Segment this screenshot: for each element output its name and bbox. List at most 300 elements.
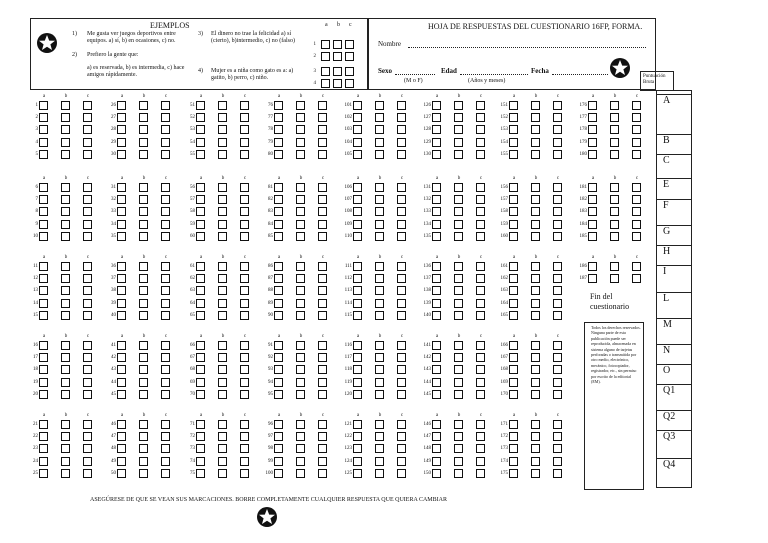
answer-checkbox[interactable] (274, 286, 283, 295)
answer-checkbox[interactable] (117, 378, 126, 387)
answer-checkbox[interactable] (454, 274, 463, 283)
answer-checkbox[interactable] (274, 469, 283, 478)
answer-checkbox[interactable] (161, 299, 170, 308)
answer-checkbox[interactable] (196, 469, 205, 478)
answer-checkbox[interactable] (632, 195, 641, 204)
answer-checkbox[interactable] (196, 113, 205, 122)
answer-checkbox[interactable] (240, 138, 249, 147)
answer-checkbox[interactable] (553, 101, 562, 110)
answer-checkbox[interactable] (553, 207, 562, 216)
answer-checkbox[interactable] (39, 353, 48, 362)
answer-checkbox[interactable] (588, 262, 597, 271)
answer-checkbox[interactable] (509, 286, 518, 295)
answer-checkbox[interactable] (397, 138, 406, 147)
answer-checkbox[interactable] (218, 390, 227, 399)
answer-checkbox[interactable] (375, 378, 384, 387)
answer-checkbox[interactable] (39, 274, 48, 283)
answer-checkbox[interactable] (139, 274, 148, 283)
answer-checkbox[interactable] (61, 469, 70, 478)
answer-checkbox[interactable] (432, 365, 441, 374)
answer-checkbox[interactable] (353, 353, 362, 362)
answer-checkbox[interactable] (161, 378, 170, 387)
answer-checkbox[interactable] (196, 232, 205, 241)
answer-checkbox[interactable] (296, 390, 305, 399)
answer-checkbox[interactable] (196, 138, 205, 147)
answer-checkbox[interactable] (240, 341, 249, 350)
answer-checkbox[interactable] (353, 138, 362, 147)
answer-checkbox[interactable] (218, 262, 227, 271)
answer-checkbox[interactable] (296, 378, 305, 387)
answer-checkbox[interactable] (83, 274, 92, 283)
answer-checkbox[interactable] (454, 390, 463, 399)
answer-checkbox[interactable] (240, 195, 249, 204)
answer-checkbox[interactable] (432, 341, 441, 350)
answer-checkbox[interactable] (39, 183, 48, 192)
answer-checkbox[interactable] (139, 365, 148, 374)
answer-checkbox[interactable] (531, 183, 540, 192)
answer-checkbox[interactable] (274, 420, 283, 429)
answer-checkbox[interactable] (588, 274, 597, 283)
answer-checkbox[interactable] (61, 195, 70, 204)
answer-checkbox[interactable] (397, 420, 406, 429)
answer-checkbox[interactable] (509, 195, 518, 204)
answer-checkbox[interactable] (274, 113, 283, 122)
answer-checkbox[interactable] (240, 125, 249, 134)
answer-checkbox[interactable] (318, 341, 327, 350)
answer-checkbox[interactable] (318, 150, 327, 159)
answer-checkbox[interactable] (139, 299, 148, 308)
answer-checkbox[interactable] (196, 299, 205, 308)
answer-checkbox[interactable] (274, 365, 283, 374)
answer-checkbox[interactable] (432, 262, 441, 271)
answer-checkbox[interactable] (318, 353, 327, 362)
answer-checkbox[interactable] (353, 432, 362, 441)
answer-checkbox[interactable] (161, 286, 170, 295)
answer-checkbox[interactable] (196, 311, 205, 320)
answer-checkbox[interactable] (476, 365, 485, 374)
answer-checkbox[interactable] (588, 220, 597, 229)
answer-checkbox[interactable] (454, 341, 463, 350)
answer-checkbox[interactable] (39, 341, 48, 350)
answer-checkbox[interactable] (117, 113, 126, 122)
answer-checkbox[interactable] (240, 390, 249, 399)
answer-checkbox[interactable] (454, 232, 463, 241)
example-checkbox[interactable] (345, 67, 354, 76)
answer-checkbox[interactable] (117, 232, 126, 241)
answer-checkbox[interactable] (397, 457, 406, 466)
answer-checkbox[interactable] (218, 138, 227, 147)
answer-checkbox[interactable] (161, 420, 170, 429)
answer-checkbox[interactable] (139, 469, 148, 478)
answer-checkbox[interactable] (454, 125, 463, 134)
answer-checkbox[interactable] (375, 365, 384, 374)
answer-checkbox[interactable] (39, 432, 48, 441)
answer-checkbox[interactable] (509, 150, 518, 159)
answer-checkbox[interactable] (240, 469, 249, 478)
answer-checkbox[interactable] (318, 444, 327, 453)
answer-checkbox[interactable] (218, 113, 227, 122)
answer-checkbox[interactable] (375, 150, 384, 159)
answer-checkbox[interactable] (83, 390, 92, 399)
answer-checkbox[interactable] (531, 138, 540, 147)
answer-checkbox[interactable] (39, 444, 48, 453)
answer-checkbox[interactable] (61, 274, 70, 283)
answer-checkbox[interactable] (161, 457, 170, 466)
answer-checkbox[interactable] (61, 311, 70, 320)
answer-checkbox[interactable] (161, 444, 170, 453)
answer-checkbox[interactable] (432, 432, 441, 441)
answer-checkbox[interactable] (296, 420, 305, 429)
answer-checkbox[interactable] (454, 138, 463, 147)
answer-checkbox[interactable] (353, 183, 362, 192)
answer-checkbox[interactable] (531, 457, 540, 466)
answer-checkbox[interactable] (397, 220, 406, 229)
answer-checkbox[interactable] (509, 444, 518, 453)
answer-checkbox[interactable] (353, 220, 362, 229)
answer-checkbox[interactable] (375, 232, 384, 241)
answer-checkbox[interactable] (632, 207, 641, 216)
answer-checkbox[interactable] (375, 299, 384, 308)
answer-checkbox[interactable] (553, 299, 562, 308)
answer-checkbox[interactable] (296, 113, 305, 122)
answer-checkbox[interactable] (397, 207, 406, 216)
answer-checkbox[interactable] (553, 432, 562, 441)
answer-checkbox[interactable] (83, 183, 92, 192)
answer-checkbox[interactable] (476, 311, 485, 320)
answer-checkbox[interactable] (274, 341, 283, 350)
answer-checkbox[interactable] (610, 101, 619, 110)
answer-checkbox[interactable] (318, 183, 327, 192)
answer-checkbox[interactable] (476, 125, 485, 134)
answer-checkbox[interactable] (218, 286, 227, 295)
answer-checkbox[interactable] (83, 353, 92, 362)
answer-checkbox[interactable] (61, 125, 70, 134)
date-field[interactable] (552, 74, 608, 75)
answer-checkbox[interactable] (531, 378, 540, 387)
answer-checkbox[interactable] (432, 311, 441, 320)
answer-checkbox[interactable] (610, 125, 619, 134)
answer-checkbox[interactable] (353, 341, 362, 350)
answer-checkbox[interactable] (161, 113, 170, 122)
answer-checkbox[interactable] (161, 150, 170, 159)
answer-checkbox[interactable] (196, 341, 205, 350)
answer-checkbox[interactable] (296, 444, 305, 453)
answer-checkbox[interactable] (375, 341, 384, 350)
answer-checkbox[interactable] (531, 125, 540, 134)
answer-checkbox[interactable] (61, 432, 70, 441)
answer-checkbox[interactable] (274, 390, 283, 399)
answer-checkbox[interactable] (139, 353, 148, 362)
answer-checkbox[interactable] (274, 125, 283, 134)
answer-checkbox[interactable] (531, 150, 540, 159)
answer-checkbox[interactable] (318, 299, 327, 308)
answer-checkbox[interactable] (296, 353, 305, 362)
answer-checkbox[interactable] (39, 138, 48, 147)
answer-checkbox[interactable] (454, 150, 463, 159)
answer-checkbox[interactable] (632, 183, 641, 192)
answer-checkbox[interactable] (531, 274, 540, 283)
answer-checkbox[interactable] (274, 262, 283, 271)
answer-checkbox[interactable] (454, 286, 463, 295)
answer-checkbox[interactable] (218, 150, 227, 159)
answer-checkbox[interactable] (588, 113, 597, 122)
answer-checkbox[interactable] (296, 274, 305, 283)
answer-checkbox[interactable] (218, 353, 227, 362)
answer-checkbox[interactable] (476, 390, 485, 399)
answer-checkbox[interactable] (39, 125, 48, 134)
answer-checkbox[interactable] (139, 311, 148, 320)
answer-checkbox[interactable] (296, 286, 305, 295)
answer-checkbox[interactable] (39, 101, 48, 110)
answer-checkbox[interactable] (117, 341, 126, 350)
answer-checkbox[interactable] (61, 232, 70, 241)
answer-checkbox[interactable] (454, 299, 463, 308)
answer-checkbox[interactable] (397, 125, 406, 134)
answer-checkbox[interactable] (240, 378, 249, 387)
answer-checkbox[interactable] (375, 262, 384, 271)
answer-checkbox[interactable] (553, 262, 562, 271)
answer-checkbox[interactable] (218, 432, 227, 441)
answer-checkbox[interactable] (632, 262, 641, 271)
answer-checkbox[interactable] (218, 420, 227, 429)
answer-checkbox[interactable] (117, 220, 126, 229)
answer-checkbox[interactable] (296, 432, 305, 441)
answer-checkbox[interactable] (61, 262, 70, 271)
answer-checkbox[interactable] (318, 195, 327, 204)
answer-checkbox[interactable] (196, 262, 205, 271)
answer-checkbox[interactable] (240, 311, 249, 320)
answer-checkbox[interactable] (318, 125, 327, 134)
answer-checkbox[interactable] (117, 207, 126, 216)
answer-checkbox[interactable] (274, 274, 283, 283)
answer-checkbox[interactable] (454, 457, 463, 466)
answer-checkbox[interactable] (476, 286, 485, 295)
answer-checkbox[interactable] (196, 220, 205, 229)
answer-checkbox[interactable] (509, 183, 518, 192)
answer-checkbox[interactable] (432, 469, 441, 478)
answer-checkbox[interactable] (531, 207, 540, 216)
answer-checkbox[interactable] (476, 469, 485, 478)
answer-checkbox[interactable] (139, 150, 148, 159)
answer-checkbox[interactable] (553, 195, 562, 204)
answer-checkbox[interactable] (139, 220, 148, 229)
answer-checkbox[interactable] (318, 138, 327, 147)
answer-checkbox[interactable] (432, 125, 441, 134)
answer-checkbox[interactable] (632, 125, 641, 134)
answer-checkbox[interactable] (296, 341, 305, 350)
answer-checkbox[interactable] (553, 113, 562, 122)
answer-checkbox[interactable] (318, 207, 327, 216)
example-checkbox[interactable] (345, 40, 354, 49)
answer-checkbox[interactable] (83, 365, 92, 374)
answer-checkbox[interactable] (353, 420, 362, 429)
answer-checkbox[interactable] (476, 378, 485, 387)
answer-checkbox[interactable] (476, 444, 485, 453)
answer-checkbox[interactable] (61, 101, 70, 110)
answer-checkbox[interactable] (61, 286, 70, 295)
answer-checkbox[interactable] (240, 353, 249, 362)
answer-checkbox[interactable] (553, 457, 562, 466)
answer-checkbox[interactable] (531, 444, 540, 453)
answer-checkbox[interactable] (117, 299, 126, 308)
answer-checkbox[interactable] (375, 469, 384, 478)
answer-checkbox[interactable] (553, 150, 562, 159)
answer-checkbox[interactable] (531, 432, 540, 441)
answer-checkbox[interactable] (161, 341, 170, 350)
answer-checkbox[interactable] (553, 125, 562, 134)
answer-checkbox[interactable] (632, 220, 641, 229)
example-checkbox[interactable] (333, 79, 342, 88)
answer-checkbox[interactable] (509, 299, 518, 308)
answer-checkbox[interactable] (240, 286, 249, 295)
answer-checkbox[interactable] (476, 341, 485, 350)
answer-checkbox[interactable] (553, 390, 562, 399)
answer-checkbox[interactable] (397, 444, 406, 453)
answer-checkbox[interactable] (161, 125, 170, 134)
answer-checkbox[interactable] (196, 101, 205, 110)
answer-checkbox[interactable] (196, 353, 205, 362)
answer-checkbox[interactable] (196, 378, 205, 387)
answer-checkbox[interactable] (588, 150, 597, 159)
answer-checkbox[interactable] (375, 125, 384, 134)
answer-checkbox[interactable] (161, 207, 170, 216)
answer-checkbox[interactable] (83, 195, 92, 204)
answer-checkbox[interactable] (240, 220, 249, 229)
answer-checkbox[interactable] (61, 444, 70, 453)
answer-checkbox[interactable] (432, 378, 441, 387)
answer-checkbox[interactable] (397, 274, 406, 283)
answer-checkbox[interactable] (39, 195, 48, 204)
answer-checkbox[interactable] (296, 262, 305, 271)
example-checkbox[interactable] (333, 40, 342, 49)
answer-checkbox[interactable] (117, 150, 126, 159)
answer-checkbox[interactable] (454, 378, 463, 387)
answer-checkbox[interactable] (454, 365, 463, 374)
answer-checkbox[interactable] (553, 341, 562, 350)
answer-checkbox[interactable] (509, 232, 518, 241)
answer-checkbox[interactable] (240, 274, 249, 283)
answer-checkbox[interactable] (397, 195, 406, 204)
answer-checkbox[interactable] (218, 125, 227, 134)
answer-checkbox[interactable] (432, 390, 441, 399)
answer-checkbox[interactable] (218, 299, 227, 308)
answer-checkbox[interactable] (397, 262, 406, 271)
answer-checkbox[interactable] (509, 390, 518, 399)
answer-checkbox[interactable] (531, 220, 540, 229)
answer-checkbox[interactable] (61, 341, 70, 350)
answer-checkbox[interactable] (240, 207, 249, 216)
answer-checkbox[interactable] (117, 101, 126, 110)
answer-checkbox[interactable] (61, 390, 70, 399)
answer-checkbox[interactable] (61, 457, 70, 466)
answer-checkbox[interactable] (476, 195, 485, 204)
answer-checkbox[interactable] (274, 220, 283, 229)
answer-checkbox[interactable] (397, 341, 406, 350)
answer-checkbox[interactable] (632, 101, 641, 110)
answer-checkbox[interactable] (161, 195, 170, 204)
answer-checkbox[interactable] (218, 457, 227, 466)
answer-checkbox[interactable] (397, 113, 406, 122)
answer-checkbox[interactable] (218, 341, 227, 350)
answer-checkbox[interactable] (454, 444, 463, 453)
answer-checkbox[interactable] (432, 207, 441, 216)
answer-checkbox[interactable] (196, 432, 205, 441)
answer-checkbox[interactable] (531, 390, 540, 399)
answer-checkbox[interactable] (353, 390, 362, 399)
answer-checkbox[interactable] (454, 311, 463, 320)
answer-checkbox[interactable] (432, 220, 441, 229)
answer-checkbox[interactable] (39, 113, 48, 122)
answer-checkbox[interactable] (196, 207, 205, 216)
answer-checkbox[interactable] (353, 262, 362, 271)
answer-checkbox[interactable] (509, 220, 518, 229)
answer-checkbox[interactable] (318, 420, 327, 429)
answer-checkbox[interactable] (509, 365, 518, 374)
answer-checkbox[interactable] (454, 220, 463, 229)
answer-checkbox[interactable] (83, 101, 92, 110)
answer-checkbox[interactable] (531, 232, 540, 241)
answer-checkbox[interactable] (531, 353, 540, 362)
answer-checkbox[interactable] (610, 150, 619, 159)
answer-checkbox[interactable] (610, 138, 619, 147)
answer-checkbox[interactable] (476, 113, 485, 122)
answer-checkbox[interactable] (196, 150, 205, 159)
answer-checkbox[interactable] (553, 444, 562, 453)
answer-checkbox[interactable] (318, 113, 327, 122)
answer-checkbox[interactable] (553, 220, 562, 229)
answer-checkbox[interactable] (117, 286, 126, 295)
answer-checkbox[interactable] (240, 113, 249, 122)
answer-checkbox[interactable] (397, 311, 406, 320)
answer-checkbox[interactable] (476, 220, 485, 229)
answer-checkbox[interactable] (161, 274, 170, 283)
answer-checkbox[interactable] (196, 195, 205, 204)
answer-checkbox[interactable] (531, 101, 540, 110)
answer-checkbox[interactable] (218, 220, 227, 229)
answer-checkbox[interactable] (139, 262, 148, 271)
answer-checkbox[interactable] (83, 420, 92, 429)
answer-checkbox[interactable] (83, 286, 92, 295)
answer-checkbox[interactable] (509, 207, 518, 216)
answer-checkbox[interactable] (531, 469, 540, 478)
answer-checkbox[interactable] (39, 378, 48, 387)
answer-checkbox[interactable] (454, 101, 463, 110)
answer-checkbox[interactable] (588, 207, 597, 216)
answer-checkbox[interactable] (509, 469, 518, 478)
answer-checkbox[interactable] (454, 469, 463, 478)
answer-checkbox[interactable] (196, 457, 205, 466)
answer-checkbox[interactable] (353, 378, 362, 387)
answer-checkbox[interactable] (375, 353, 384, 362)
answer-checkbox[interactable] (139, 286, 148, 295)
answer-checkbox[interactable] (375, 195, 384, 204)
answer-checkbox[interactable] (432, 101, 441, 110)
answer-checkbox[interactable] (61, 299, 70, 308)
answer-checkbox[interactable] (240, 262, 249, 271)
answer-checkbox[interactable] (218, 311, 227, 320)
answer-checkbox[interactable] (432, 138, 441, 147)
answer-checkbox[interactable] (161, 183, 170, 192)
answer-checkbox[interactable] (274, 101, 283, 110)
answer-checkbox[interactable] (139, 378, 148, 387)
answer-checkbox[interactable] (139, 183, 148, 192)
answer-checkbox[interactable] (83, 444, 92, 453)
answer-checkbox[interactable] (296, 138, 305, 147)
answer-checkbox[interactable] (610, 195, 619, 204)
answer-checkbox[interactable] (218, 365, 227, 374)
answer-checkbox[interactable] (397, 353, 406, 362)
answer-checkbox[interactable] (274, 299, 283, 308)
